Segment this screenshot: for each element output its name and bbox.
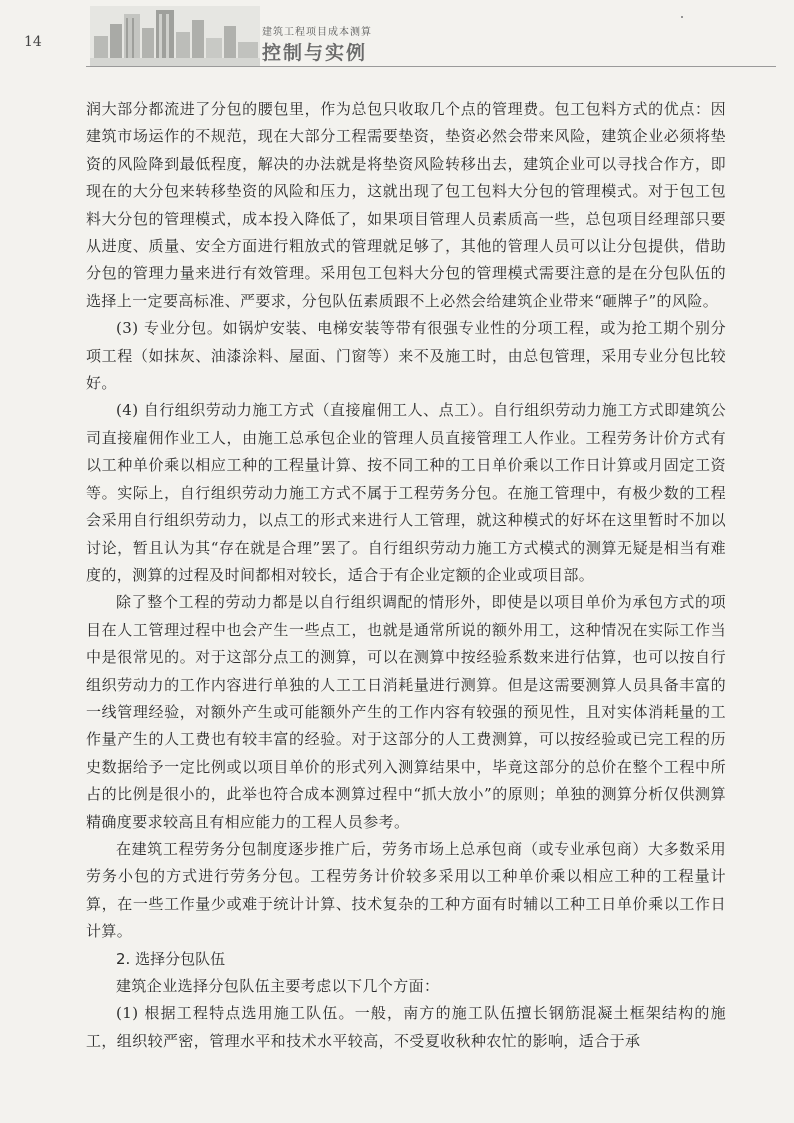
paragraph-self-organized-labor: (4) 自行组织劳动力施工方式（直接雇佣工人、点工）。自行组织劳动力施工方式即建筑公司直接雇佣作业工人，由施工总承包企业的管理人员直接管理工人作业。工程劳务计价方式有以工种单价乘以相应工种的工程量计算、按不同工种的工日单价乘以工作日计算或月固定工资等。实际上，自行组织劳动力施工方式不属于工程劳务分包。在施工管理中，有极少数的工程会采用自行组织劳动力，以点工的形式来进行人工管理，就这种模式的好坏在这里暂时不加以讨论，暂且认为其“存在就是合理”罢了。自行组织劳动力施工方式模式的测算无疑是相当有难度的，测算的过程及时间都相对较长，适合于有企业定额的企业或项目部。 <box>86 401 726 584</box>
book-subtitle: 建筑工程项目成本测算 <box>262 27 372 38</box>
paragraph-extra-labor: 除了整个工程的劳动力都是以自行组织调配的情形外，即使是以项目单价为承包方式的项目在人工管理过程中也会产生一些点工，也就是通常所说的额外用工，这种情况在实际工作当中是很常见的。对于这部分点工的测算，可以在测算中按经验系数来进行估算，也可以按自行组织劳动力的工作内容进行单独的人工工日消耗量进行测算。但是这需要测算人员具备丰富的一线管理经验，对额外产生或可能额外产生的工作内容有较强的预见性，且对实体消耗量的工作量产生的人工费也有较丰富的经验。对于这部分的人工费测算，可以按经验或已完工程的历史数据给予一定比例或以项目单价的形式列入测算结果中，毕竟这部分的总价在整个工程中所占的比例是很小的，此举也符合成本测算过程中“抓大放小”的原则；单独的测算分析仅供测算精确度要求较高且有相应能力的工程人员参考。 <box>86 593 726 831</box>
body-text <box>86 96 726 1055</box>
paragraph-criteria-1: (1) 根据工程特点选用施工队伍。一般，南方的施工队伍擅长钢筋混凝土框架结构的施工，组织较严密，管理水平和技术水平较高，不受夏收秋种农忙的影响，适合于承 <box>86 1004 726 1050</box>
section-heading: 2. 选择分包队伍 <box>116 949 226 968</box>
book-title: 控制与实例 <box>262 42 368 64</box>
paragraph-professional-subcontract: (3) 专业分包。如锅炉安装、电梯安装等带有很强专业性的分项工程，或为抢工期个别分项工程（如抹灰、油漆涂料、屋面、门窗等）来不及施工时，由总包管理，采用专业分包比较好。 <box>86 319 726 393</box>
speck <box>681 16 683 18</box>
paragraph-intro: 建筑企业选择分包队伍主要考虑以下几个方面： <box>116 977 440 995</box>
skyline-illustration <box>90 6 260 66</box>
page-header <box>0 0 794 80</box>
header-rule <box>86 66 776 67</box>
paragraph: 润大部分都流进了分包的腰包里，作为总包只收取几个点的管理费。包工包料方式的优点：因建筑市场运作的不规范，现在大部分工程需要垫资，垫资必然会带来风险，建筑企业必须将垫资的风险降到最低程度，解决的办法就是将垫资风险转移出去，建筑企业可以寻找合作方，即现在的大分包来转移垫资的风险和压力，这就出现了包工包料大分包的管理模式。对于包工包料大分包的管理模式，成本投入降低了，如果项目管理人员素质高一些，总包项目经理部只要从进度、质量、安全方面进行粗放式的管理就足够了，其他的管理人员可以让分包提供，借助分包的管理力量来进行有效管理。采用包工包料大分包的管理模式需要注意的是在分包队伍的选择上一定要高标准、严要求，分包队伍素质跟不上必然会给建筑企业带来“砸牌子”的风险。 <box>86 100 726 310</box>
paragraph-labor-subcontract: 在建筑工程劳务分包制度逐步推广后，劳务市场上总承包商（或专业承包商）大多数采用劳务小包的方式进行劳务分包。工程劳务计价较多采用以工种单价乘以相应工种的工程量计算，在一些工作量少或难于统计计算、技术复杂的工种方面有时辅以工种工日单价乘以工作日计算。 <box>86 839 726 941</box>
page-number: 14 <box>24 34 42 50</box>
